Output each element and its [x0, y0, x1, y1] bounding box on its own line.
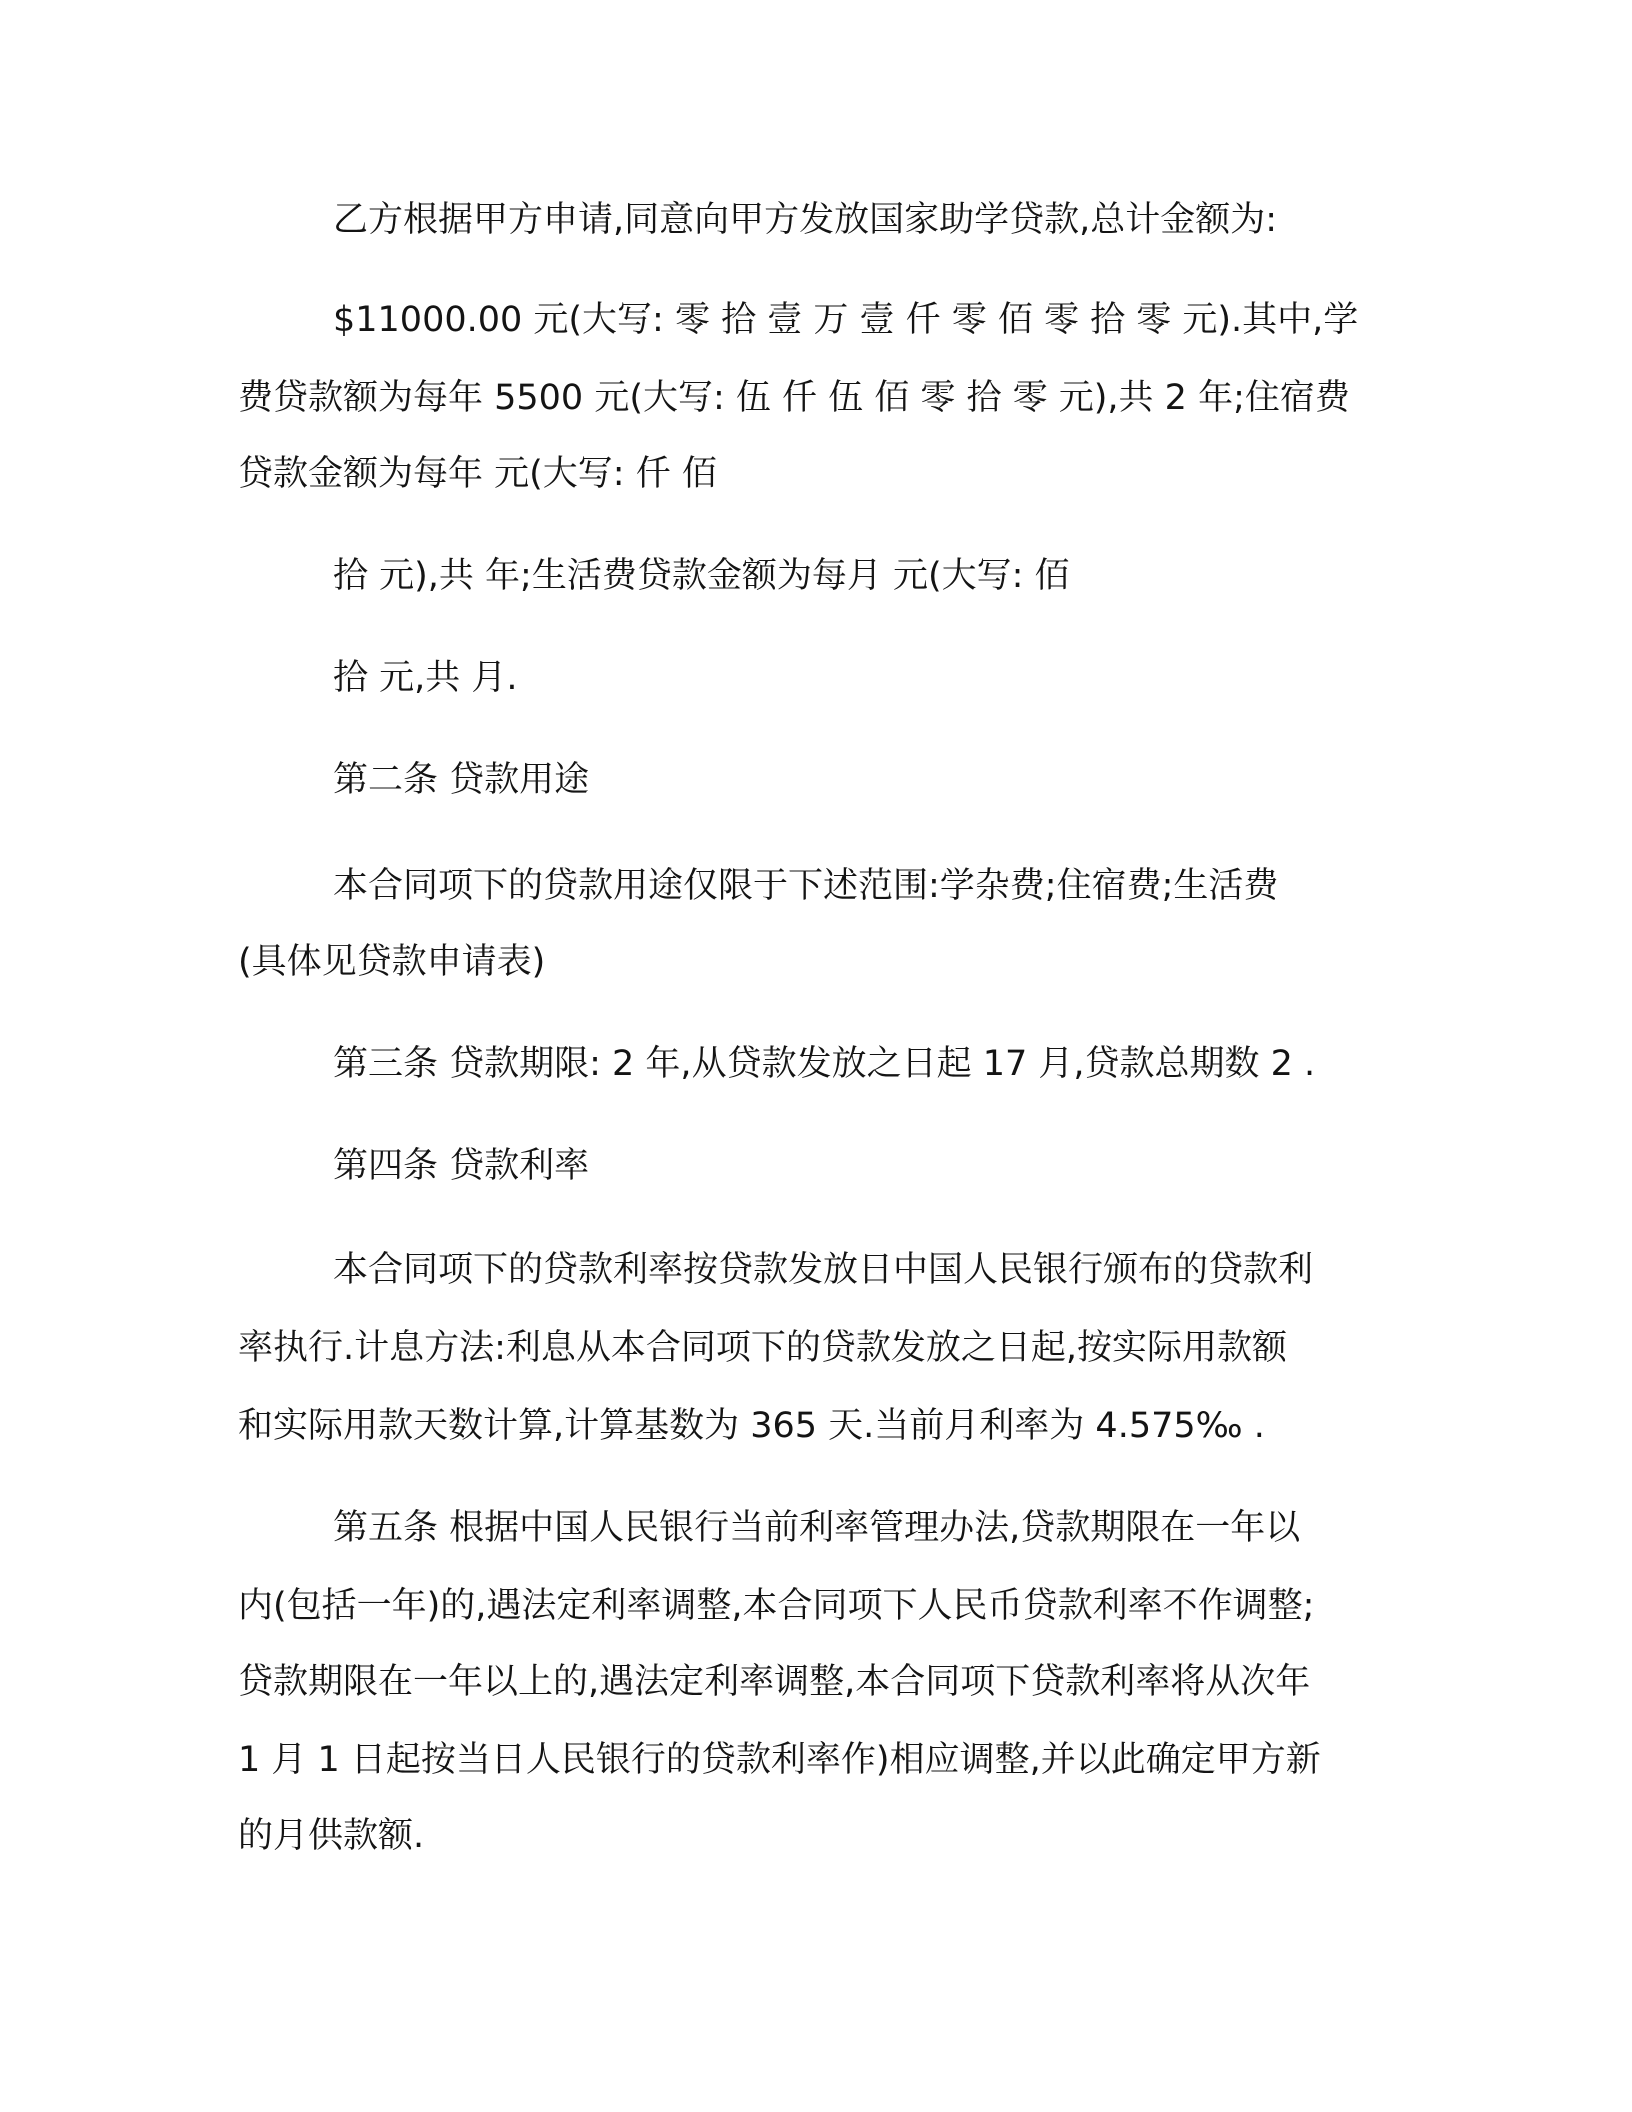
paragraph-line: 拾 元,共 月.	[333, 658, 518, 698]
paragraph-line: 率执行.计息方法:利息从本合同项下的贷款发放之日起,按实际用款额	[238, 1328, 1288, 1368]
paragraph-line: 的月供款额.	[238, 1816, 425, 1856]
paragraph-line: 本合同项下的贷款利率按贷款发放日中国人民银行颁布的贷款利	[333, 1250, 1314, 1290]
paragraph-line: (具体见贷款申请表)	[238, 942, 546, 982]
paragraph-line: 费贷款额为每年 5500 元(大写: 伍 仟 伍 佰 零 拾 零 元),共 2 年;住宿费	[238, 378, 1350, 418]
paragraph-line: 和实际用款天数计算,计算基数为 365 天.当前月利率为 4.575‰ .	[238, 1406, 1265, 1446]
paragraph-line: 第五条 根据中国人民银行当前利率管理办法,贷款期限在一年以	[333, 1508, 1301, 1548]
paragraph-line: 贷款期限在一年以上的,遇法定利率调整,本合同项下贷款利率将从次年	[238, 1662, 1311, 1702]
paragraph-line: 本合同项下的贷款用途仅限于下述范围:学杂费;住宿费;生活费	[333, 866, 1279, 906]
paragraph-line: 第三条 贷款期限: 2 年,从贷款发放之日起 17 月,贷款总期数 2 .	[333, 1044, 1316, 1084]
section-heading: 第二条 贷款用途	[333, 760, 590, 800]
section-heading: 第四条 贷款利率	[333, 1146, 590, 1186]
paragraph-line: 内(包括一年)的,遇法定利率调整,本合同项下人民币贷款利率不作调整;	[238, 1586, 1315, 1626]
paragraph-line: $11000.00 元(大写: 零 拾 壹 万 壹 仟 零 佰 零 拾 零 元).其中,学	[333, 300, 1359, 340]
paragraph-line: 乙方根据甲方申请,同意向甲方发放国家助学贷款,总计金额为:	[333, 200, 1278, 240]
paragraph-line: 拾 元),共 年;生活费贷款金额为每月 元(大写: 佰	[333, 556, 1070, 596]
paragraph-line: 1 月 1 日起按当日人民银行的贷款利率作)相应调整,并以此确定甲方新	[238, 1740, 1321, 1780]
paragraph-line: 贷款金额为每年 元(大写: 仟 佰	[238, 454, 717, 494]
